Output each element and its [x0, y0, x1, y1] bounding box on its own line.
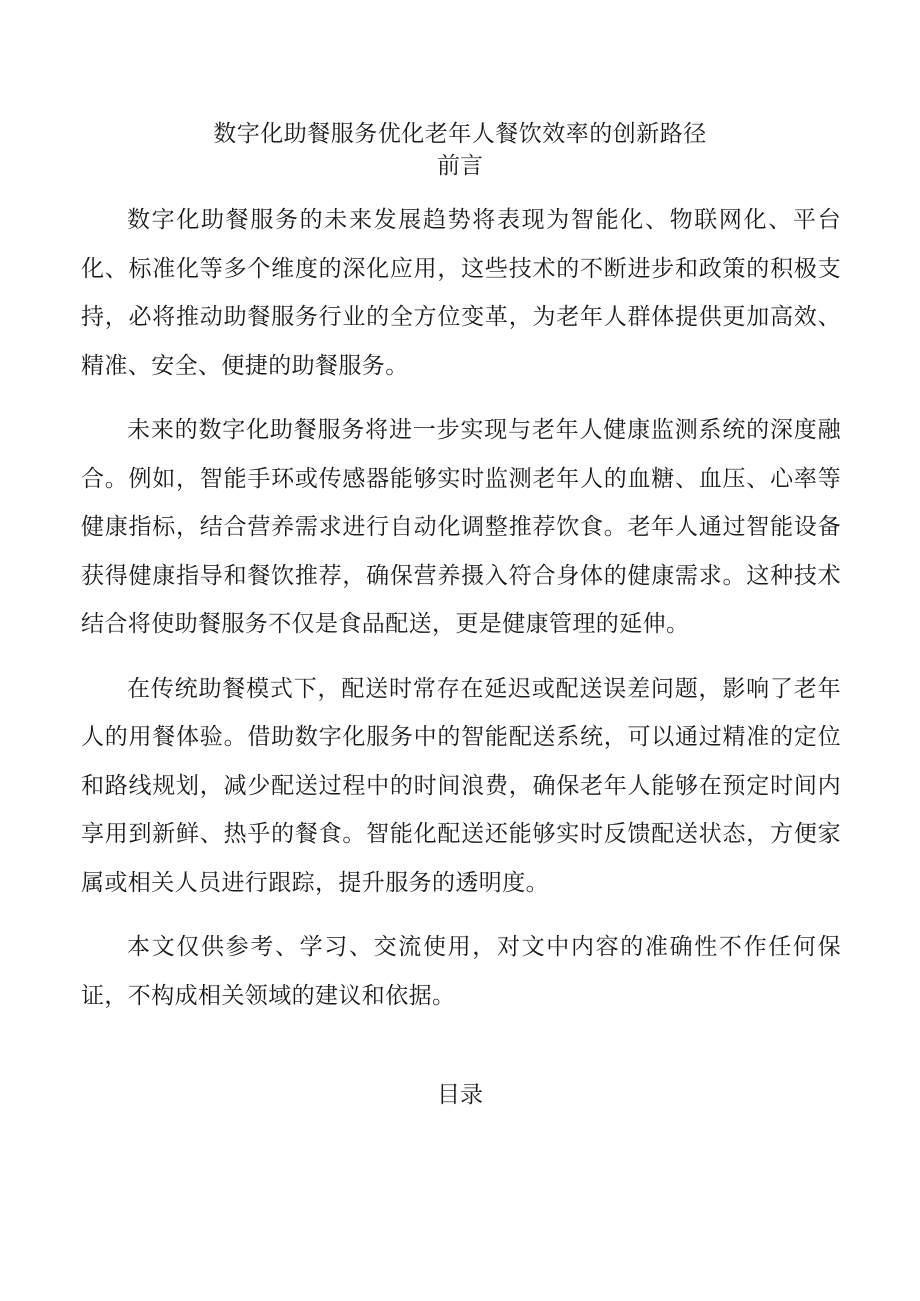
table-of-contents-heading: 目录: [437, 1082, 483, 1108]
paragraph: 未来的数字化助餐服务将进一步实现与老年人健康监测系统的深度融合。例如，智能手环或传感器能够实时监测老年人的血糖、血压、心率等健康指标，结合营养需求进行自动化调整推荐饮食。老年人通过智能设备获得健康指导和餐饮推荐，确保营养摄入符合身体的健康需求。这种技术结合将使助餐服务不仅是食品配送，更是健康管理的延伸。: [81, 417, 841, 637]
preface-heading: 前言: [437, 153, 483, 179]
paragraph: 本文仅供参考、学习、交流使用，对文中内容的准确性不作任何保证，不构成相关领域的建议和依据。: [81, 934, 841, 1009]
document-title: 数字化助餐服务优化老年人餐饮效率的创新路径: [213, 121, 707, 147]
paragraph: 数字化助餐服务的未来发展趋势将表现为智能化、物联网化、平台化、标准化等多个维度的深化应用，这些技术的不断进步和政策的积极支持，必将推动助餐服务行业的全方位变革，为老年人群体提供更加高效、精准、安全、便捷的助餐服务。: [81, 207, 841, 379]
paragraph: 在传统助餐模式下，配送时常存在延迟或配送误差问题，影响了老年人的用餐体验。借助数字化服务中的智能配送系统，可以通过精准的定位和路线规划，减少配送过程中的时间浪费，确保老年人能够在预定时间内享用到新鲜、热乎的餐食。智能化配送还能够实时反馈配送状态，方便家属或相关人员进行跟踪，提升服务的透明度。: [81, 675, 841, 896]
preface-body: [81, 196, 841, 1020]
